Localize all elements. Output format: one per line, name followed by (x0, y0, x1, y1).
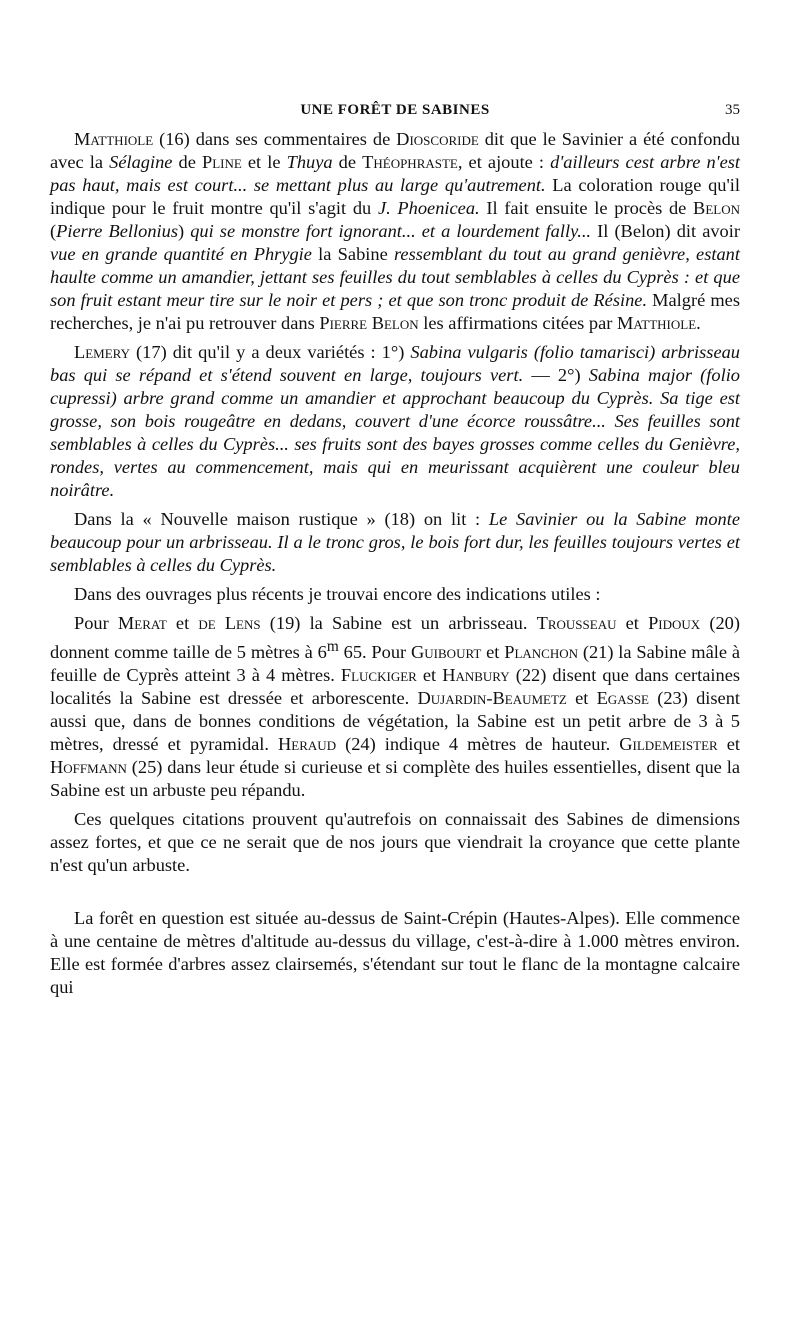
page-number: 35 (725, 102, 740, 118)
text-run: Malgré mes recherches, je n'ai pu retrouver dans (50, 290, 741, 333)
italic-quote: Sélagine (109, 152, 173, 172)
paragraph-auteurs-modernes (50, 612, 740, 802)
text-run: (19) la Sabine est un arbrisseau. (260, 613, 537, 633)
text-run: (20) donnent comme taille de 5 mètres à 6 (50, 613, 740, 663)
text-run: de (332, 152, 363, 172)
paragraph-maison-rustique (50, 508, 740, 577)
author-name: Heraud (278, 734, 337, 755)
text-run: — 2°) (523, 365, 589, 385)
author-name: Guibourt (411, 642, 482, 663)
italic-quote: d'ailleurs cest arbre n'est pas haut, mais est court... se mettant plus au large qu'autrement. (50, 152, 741, 195)
italic-quote: Thuya (286, 152, 333, 172)
text-run: Dans des ouvrages plus récents je trouvai encore des indications utiles : (74, 584, 601, 604)
text-run: et (566, 688, 597, 709)
text-run: de (172, 152, 202, 172)
text-run: (21) la Sabine mâle à feuille de Cyprès atteint 3 à 4 mètres. (50, 642, 741, 686)
italic-quote: vue en grande quantité en Phrygie (50, 244, 312, 264)
paragraph-lemery (50, 341, 740, 502)
text-run: (25) dans leur étude si curieuse et si complète des huiles essentielles, disent que la Sabine est un arbuste peu répandu. (50, 757, 740, 801)
text-run: (17) dit qu'il y a deux variétés : 1°) (130, 342, 411, 362)
author-name: Théophraste (362, 152, 458, 172)
author-name: Pidoux (648, 613, 701, 633)
text-run: (22) disent que dans certaines localités la Sabine est dressée et arborescente. (50, 665, 741, 709)
text-run: Dans la « Nouvelle maison rustique » (18) on lit : (74, 509, 489, 529)
italic-quote: J. Phoenicea. (377, 198, 480, 218)
italic-quote: ressemblant du tout au grand genièvre, estant haulte comme un amandier, jettant ses feuilles du tout semblables à celles du Cyprès : et que son fruit estant meur tire sur le noir et pers ; et que son tronc produit de Résine. (50, 244, 740, 310)
text-run: dit que le Savinier a été confondu avec la (50, 129, 740, 172)
text-run: les affirmations citées par (418, 313, 617, 333)
page-body (50, 128, 740, 1005)
text-run: et (166, 613, 199, 633)
text-run: La coloration rouge qu'il indique pour le fruit montre qu'il s'agit du (50, 175, 740, 218)
text-run: (23) disent aussi que, dans de bonnes conditions de végétation, la Sabine est un petit arbre de 3 à 5 mètres, dressé et pyramidal. (50, 688, 741, 755)
italic-quote: Sabina vulgaris (folio tamarisci) arbrisseau bas qui se répand et s'étend souvent en large, toujours vert. (50, 342, 741, 385)
author-name: Merat (117, 613, 167, 633)
text-run: 65. Pour (338, 642, 412, 663)
text-run: (24) indique 4 mètres de hauteur. (336, 734, 620, 755)
text-run: et le (241, 152, 287, 172)
author-name: Lemery (74, 342, 131, 362)
italic-quote: Pierre Bellonius (56, 221, 178, 241)
text-run: La forêt en question est située au-dessus de Saint-Crépin (Hautes-Alpes). Elle commence à une centaine de mètres d'altitude au-dessus du village, c'est-à-dire à 1.000 mètres environ. Elle est formée d'arbres assez clairsemés, s'étendant sur tout le flanc de la montagne calcaire qui (50, 908, 740, 998)
italic-quote: Le Savinier ou la Sabine monte beaucoup pour un arbrisseau. Il a le tronc gros, le bois fort dur, les feuilles toujours vertes et semblables à celles du Cyprès. (50, 509, 740, 575)
italic-quote: qui se monstre fort ignorant... et a lourdement fally... (190, 221, 592, 241)
text-run: ) (177, 221, 191, 241)
running-title: UNE FORÊT DE SABINES (300, 102, 490, 118)
author-name: de Lens (198, 613, 261, 633)
author-name: Matthiole (74, 129, 154, 149)
paragraph-ouvrages-recents (50, 583, 740, 606)
author-name: Fluckiger (340, 665, 417, 686)
text-run: Pour (74, 613, 118, 633)
author-name: Belon (693, 198, 740, 218)
text-run: , et ajoute : (457, 152, 551, 172)
author-name: Hanbury (442, 665, 510, 686)
text-run: et (616, 613, 649, 633)
author-name: Pierre Belon (319, 313, 419, 333)
author-name: Dioscoride (396, 129, 479, 149)
author-name: Egasse (596, 688, 649, 709)
text-run: la Sabine (311, 244, 394, 264)
author-name: Trousseau (536, 613, 617, 633)
author-name: Pline (201, 152, 242, 172)
paragraph-foret (50, 907, 740, 999)
author-name: Hoffmann (50, 757, 127, 778)
paragraph-citations (50, 808, 740, 877)
paragraph-matthiole (50, 128, 740, 335)
text-run: (16) dans ses commentaires de (153, 129, 397, 149)
text-run: Il (Belon) dit avoir (591, 221, 740, 241)
text-run: ( (50, 221, 57, 241)
text-run: et (481, 642, 505, 663)
text-run: Il fait ensuite le procès de (479, 198, 694, 218)
text-run: et (717, 734, 740, 755)
page-header (50, 102, 740, 122)
text-run: et (416, 665, 443, 686)
author-name: Matthiole (616, 313, 697, 333)
author-name: Planchon (504, 642, 579, 663)
text-run: . (696, 313, 701, 333)
author-name: Gildemeister (619, 734, 718, 755)
author-name: Dujardin-Beaumetz (417, 688, 567, 709)
text-run: m (326, 638, 339, 655)
italic-quote: Sabina major (folio cupressi) arbre grand comme un amandier et approchant beaucoup du Cyprès. Sa tige est grosse, son bois rougeâtre en dedans, couvert d'une écorce roussâtre... Ses feuilles sont semblables à celles du Cyprès... ses fruits sont des bayes grosses comme celles du Genièvre, rondes, vertes au commencement, mais qui en meurissant acquièrent une couleur bleu noirâtre. (50, 365, 740, 500)
text-run: Ces quelques citations prouvent qu'autrefois on connaissait des Sabines de dimensions assez fortes, et que ce ne serait que de nos jours que viendrait la croyance que cette plante n'est qu'un arbuste. (50, 809, 740, 876)
